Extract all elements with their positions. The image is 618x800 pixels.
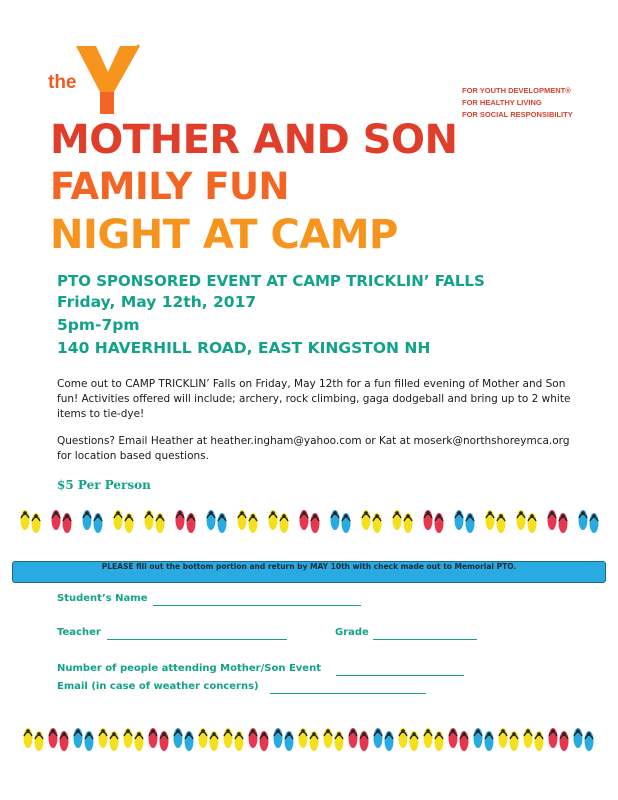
flipflop-icon <box>399 728 419 751</box>
flipflop-icon <box>224 728 244 751</box>
tagline-social: FOR SOCIAL RESPONSIBILITY <box>462 110 573 119</box>
flipflop-icon <box>149 728 169 751</box>
flipflop-icon <box>124 728 144 751</box>
flipflop-icon <box>176 510 196 533</box>
grade-line[interactable] <box>373 638 477 640</box>
ymca-logo <box>48 42 158 122</box>
flipflop-icon <box>52 510 72 533</box>
title-line-2: FAMILY FUN <box>50 165 290 208</box>
logo-ymca-text: YMCA <box>122 95 133 111</box>
flipflop-icon <box>83 510 103 533</box>
flipflop-icon <box>49 728 69 751</box>
flipflop-icon <box>424 510 444 533</box>
student-name-line[interactable] <box>153 604 361 606</box>
flipflop-icon <box>455 510 475 533</box>
event-time: 5pm-7pm <box>57 316 140 334</box>
flipflop-icon <box>449 728 469 751</box>
teacher-line[interactable] <box>107 638 287 640</box>
ymca-y-icon <box>70 42 142 114</box>
flipflop-icon <box>517 510 537 533</box>
tagline-youth: FOR YOUTH DEVELOPMENT® <box>462 86 571 95</box>
flipflop-icon <box>145 510 165 533</box>
flipflop-icon <box>474 728 494 751</box>
tagline-healthy: FOR HEALTHY LIVING <box>462 98 542 107</box>
flipflop-icon <box>74 728 94 751</box>
email-label: Email (in case of weather concerns) <box>57 681 259 692</box>
flipflop-icon <box>579 510 599 533</box>
flipflop-icon <box>393 510 413 533</box>
price-label: $5 Per Person <box>57 478 151 492</box>
flipflop-icon <box>274 728 294 751</box>
flipflop-icon <box>486 510 506 533</box>
title-line-1: MOTHER AND SON <box>50 117 458 163</box>
flipflop-icon <box>549 728 569 751</box>
flipflop-icon <box>21 510 41 533</box>
flipflop-icon <box>349 728 369 751</box>
flipflop-icon <box>574 728 594 751</box>
flipflop-icon <box>424 728 444 751</box>
flipflop-icon <box>199 728 219 751</box>
event-address: 140 HAVERHILL ROAD, EAST KINGSTON NH <box>57 339 431 357</box>
flipflop-icon <box>114 510 134 533</box>
attendance-line[interactable] <box>336 674 464 676</box>
flipflop-icon <box>331 510 351 533</box>
flipflop-icon <box>99 728 119 751</box>
flipflop-icon <box>174 728 194 751</box>
attendance-label: Number of people attending Mother/Son Event <box>57 663 321 674</box>
tagline <box>462 85 573 121</box>
questions-text: Questions? Email Heather at heather.ingham@yahoo.com or Kat at moserk@northshoreymca.org for location based questions. <box>57 435 570 462</box>
flipflop-icon <box>499 728 519 751</box>
event-date: Friday, May 12th, 2017 <box>57 293 257 311</box>
email-line[interactable] <box>270 692 426 694</box>
flipflop-border-bottom <box>15 718 615 758</box>
flipflop-icon <box>249 728 269 751</box>
flipflop-border-top <box>15 500 615 540</box>
return-instructions-banner: PLEASE fill out the bottom portion and return by MAY 10th with check made out to Memorial PTO. <box>12 561 606 583</box>
grade-label: Grade <box>335 627 369 638</box>
flipflop-icon <box>548 510 568 533</box>
flipflop-icon <box>362 510 382 533</box>
flipflop-icon <box>299 728 319 751</box>
event-description: Come out to CAMP TRICKLIN’ Falls on Friday, May 12th for a fun filled evening of Mother and Son fun! Activities offered will include; archery, rock climbing, gaga dodgeball and bring up to 2 white items to tie-dye! <box>57 378 571 420</box>
student-name-label: Student’s Name <box>57 593 148 604</box>
flipflop-icon <box>238 510 258 533</box>
flipflop-icon <box>24 728 44 751</box>
logo-the-text: the <box>48 72 77 93</box>
flipflop-icon <box>269 510 289 533</box>
flipflop-icon <box>524 728 544 751</box>
event-sponsor: PTO SPONSORED EVENT AT CAMP TRICKLIN’ FALLS <box>57 272 485 290</box>
teacher-label: Teacher <box>57 627 101 638</box>
flipflop-icon <box>207 510 227 533</box>
flipflop-icon <box>374 728 394 751</box>
flipflop-icon <box>324 728 344 751</box>
title-line-3: NIGHT AT CAMP <box>50 212 398 258</box>
flipflop-icon <box>300 510 320 533</box>
